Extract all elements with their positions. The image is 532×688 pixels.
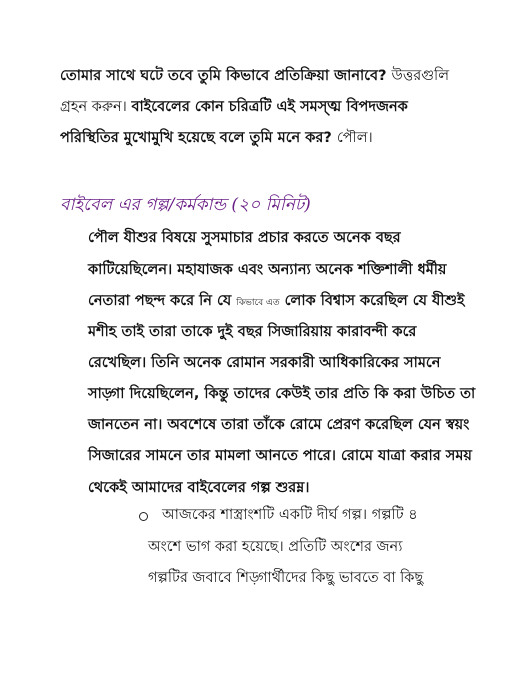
bullet-line-3: গল্পটির জবাবে শিড়্গার্থীদের কিছু ভাবতে বা কিছু: [148, 570, 424, 586]
story-line-2: কাটিয়েছিলেন। মহাযাজক এবং অন্যান্য অনেক শক্তিশালী ধর্মীয়: [88, 262, 447, 278]
intro-instruction-text: গ্রহন করুন।: [60, 99, 132, 115]
story-line-4: মশীহ তাই তারা তাকে দুই বছর সিজারিয়ায় কারাবন্দী করে: [88, 324, 417, 340]
intro-question-text-3: পরিস্থিতির মুখোমুখি হয়েছে বলে তুমি মনে কর?: [60, 130, 337, 146]
story-line-5: রেখেছিল। তিনি অনেক রোমান সরকারী আধিকারিকের সামনে: [88, 355, 441, 371]
story-line-3: [88, 291, 465, 313]
intro-question-text-2: বাইবেলের কোন চরিত্রটি এই সমস্ত্ম বিপদজনক: [131, 99, 408, 115]
story-line-3-start: নেতারা পছন্দ করে নি যে: [88, 293, 237, 309]
story-line-8: সিজারের সামনে তার মামলা আনতে পারে। রোমে যাত্রা করার সময়: [88, 448, 472, 464]
intro-answer-text: উত্তরগুলি: [391, 68, 449, 84]
story-line-6: সাড়্গা দিয়েছিলেন, কিন্তু তাদের কেউই তার প্রতি কি করা উচিত তা: [88, 386, 476, 402]
bullet-line-2: অংশে ভাগ করা হয়েছে। প্রতিটি অংশের জন্য: [148, 539, 403, 555]
story-line-7: জানতেন না। অবশেষে তারা তাঁকে রোমে প্রেরণ করেছিল যেন স্বয়ং: [88, 417, 470, 433]
story-line-3-small: কিভাবে এত: [236, 298, 280, 308]
intro-line-2: [60, 97, 408, 117]
story-line-1: পৌল যীশুর বিষয়ে সুসমাচার প্রচার করতে অনেক বছর: [88, 230, 401, 246]
intro-line-1: [60, 66, 449, 86]
intro-line-3: [60, 128, 373, 148]
section-heading: বাইবেল এর গল্প/কর্মকান্ড (২০ মিনিট): [60, 195, 311, 215]
intro-answer-paul: পৌল।: [336, 130, 373, 146]
bullet-line-1: আজকের শাস্ত্রাংশটি একটি দীর্ঘ গল্প। গল্পটি ৪: [162, 507, 418, 523]
story-line-9: থেকেই আমাদের বাইবেলের গল্প শুরম্ন।: [88, 480, 310, 496]
story-line-3-end: লোক বিশ্বাস করেছিল যে যীশুই: [279, 293, 465, 309]
intro-question-text: তোমার সাথে ঘটে তবে তুমি কিভাবে প্রতিক্রিয়া জানাবে?: [60, 68, 392, 84]
hollow-bullet-icon: [139, 512, 148, 521]
